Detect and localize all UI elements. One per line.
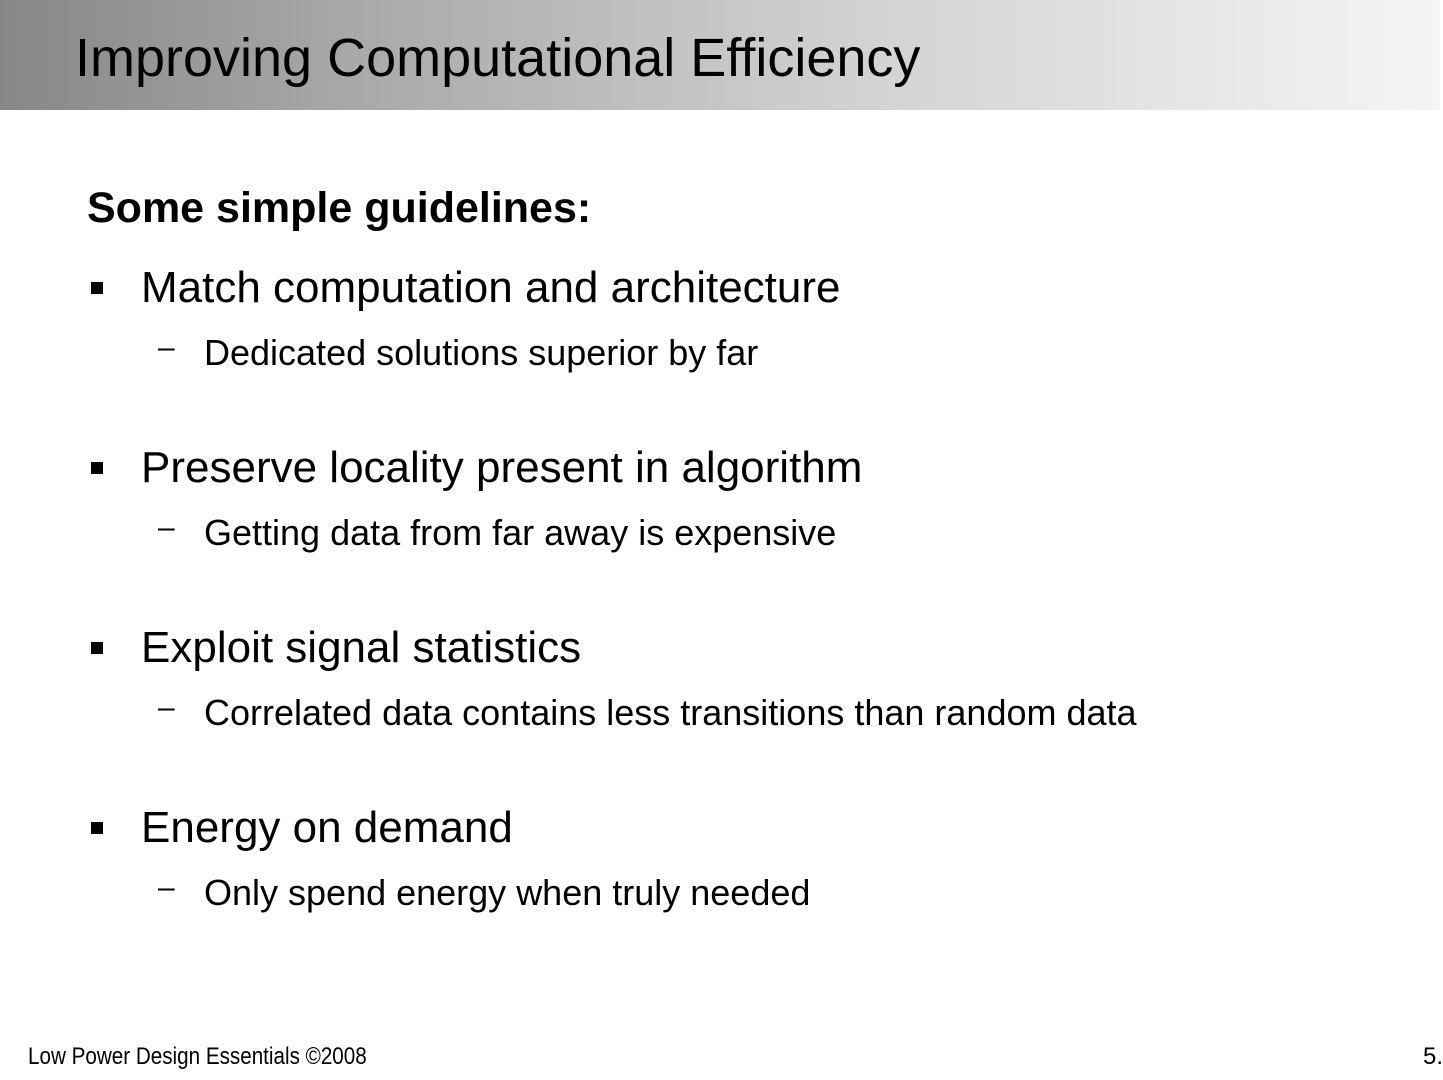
bullet-text: Preserve locality present in algorithm xyxy=(141,443,863,492)
bullet-text: Energy on demand xyxy=(141,803,513,852)
sub-bullet-text: Getting data from far away is expensive xyxy=(204,512,837,553)
dash-bullet-icon: – xyxy=(158,331,175,364)
dash-bullet-icon: – xyxy=(158,691,175,724)
bullet-text: Exploit signal statistics xyxy=(141,623,582,672)
bullet-item xyxy=(0,803,1440,950)
sub-bullet-text: Correlated data contains less transitions than random data xyxy=(204,692,1137,733)
title-bar xyxy=(0,0,1440,110)
bullet-item xyxy=(0,263,1440,410)
dash-bullet-icon: – xyxy=(158,871,175,904)
sub-bullet-text: Dedicated solutions superior by far xyxy=(204,332,759,373)
square-bullet-icon xyxy=(91,282,103,294)
bullet-item xyxy=(0,623,1440,770)
bullet-item xyxy=(0,443,1440,590)
page-number: 5. xyxy=(1423,1043,1443,1070)
square-bullet-icon xyxy=(91,822,103,834)
dash-bullet-icon: – xyxy=(158,511,175,544)
sub-bullet-text: Only spend energy when truly needed xyxy=(204,872,811,913)
square-bullet-icon xyxy=(91,642,103,654)
slide-title: Improving Computational Efficiency xyxy=(75,28,921,88)
square-bullet-icon xyxy=(91,462,103,474)
footer-copyright: Low Power Design Essentials ©2008 xyxy=(28,1043,367,1070)
intro-heading: Some simple guidelines: xyxy=(87,184,592,232)
bullet-text: Match computation and architecture xyxy=(141,263,841,312)
